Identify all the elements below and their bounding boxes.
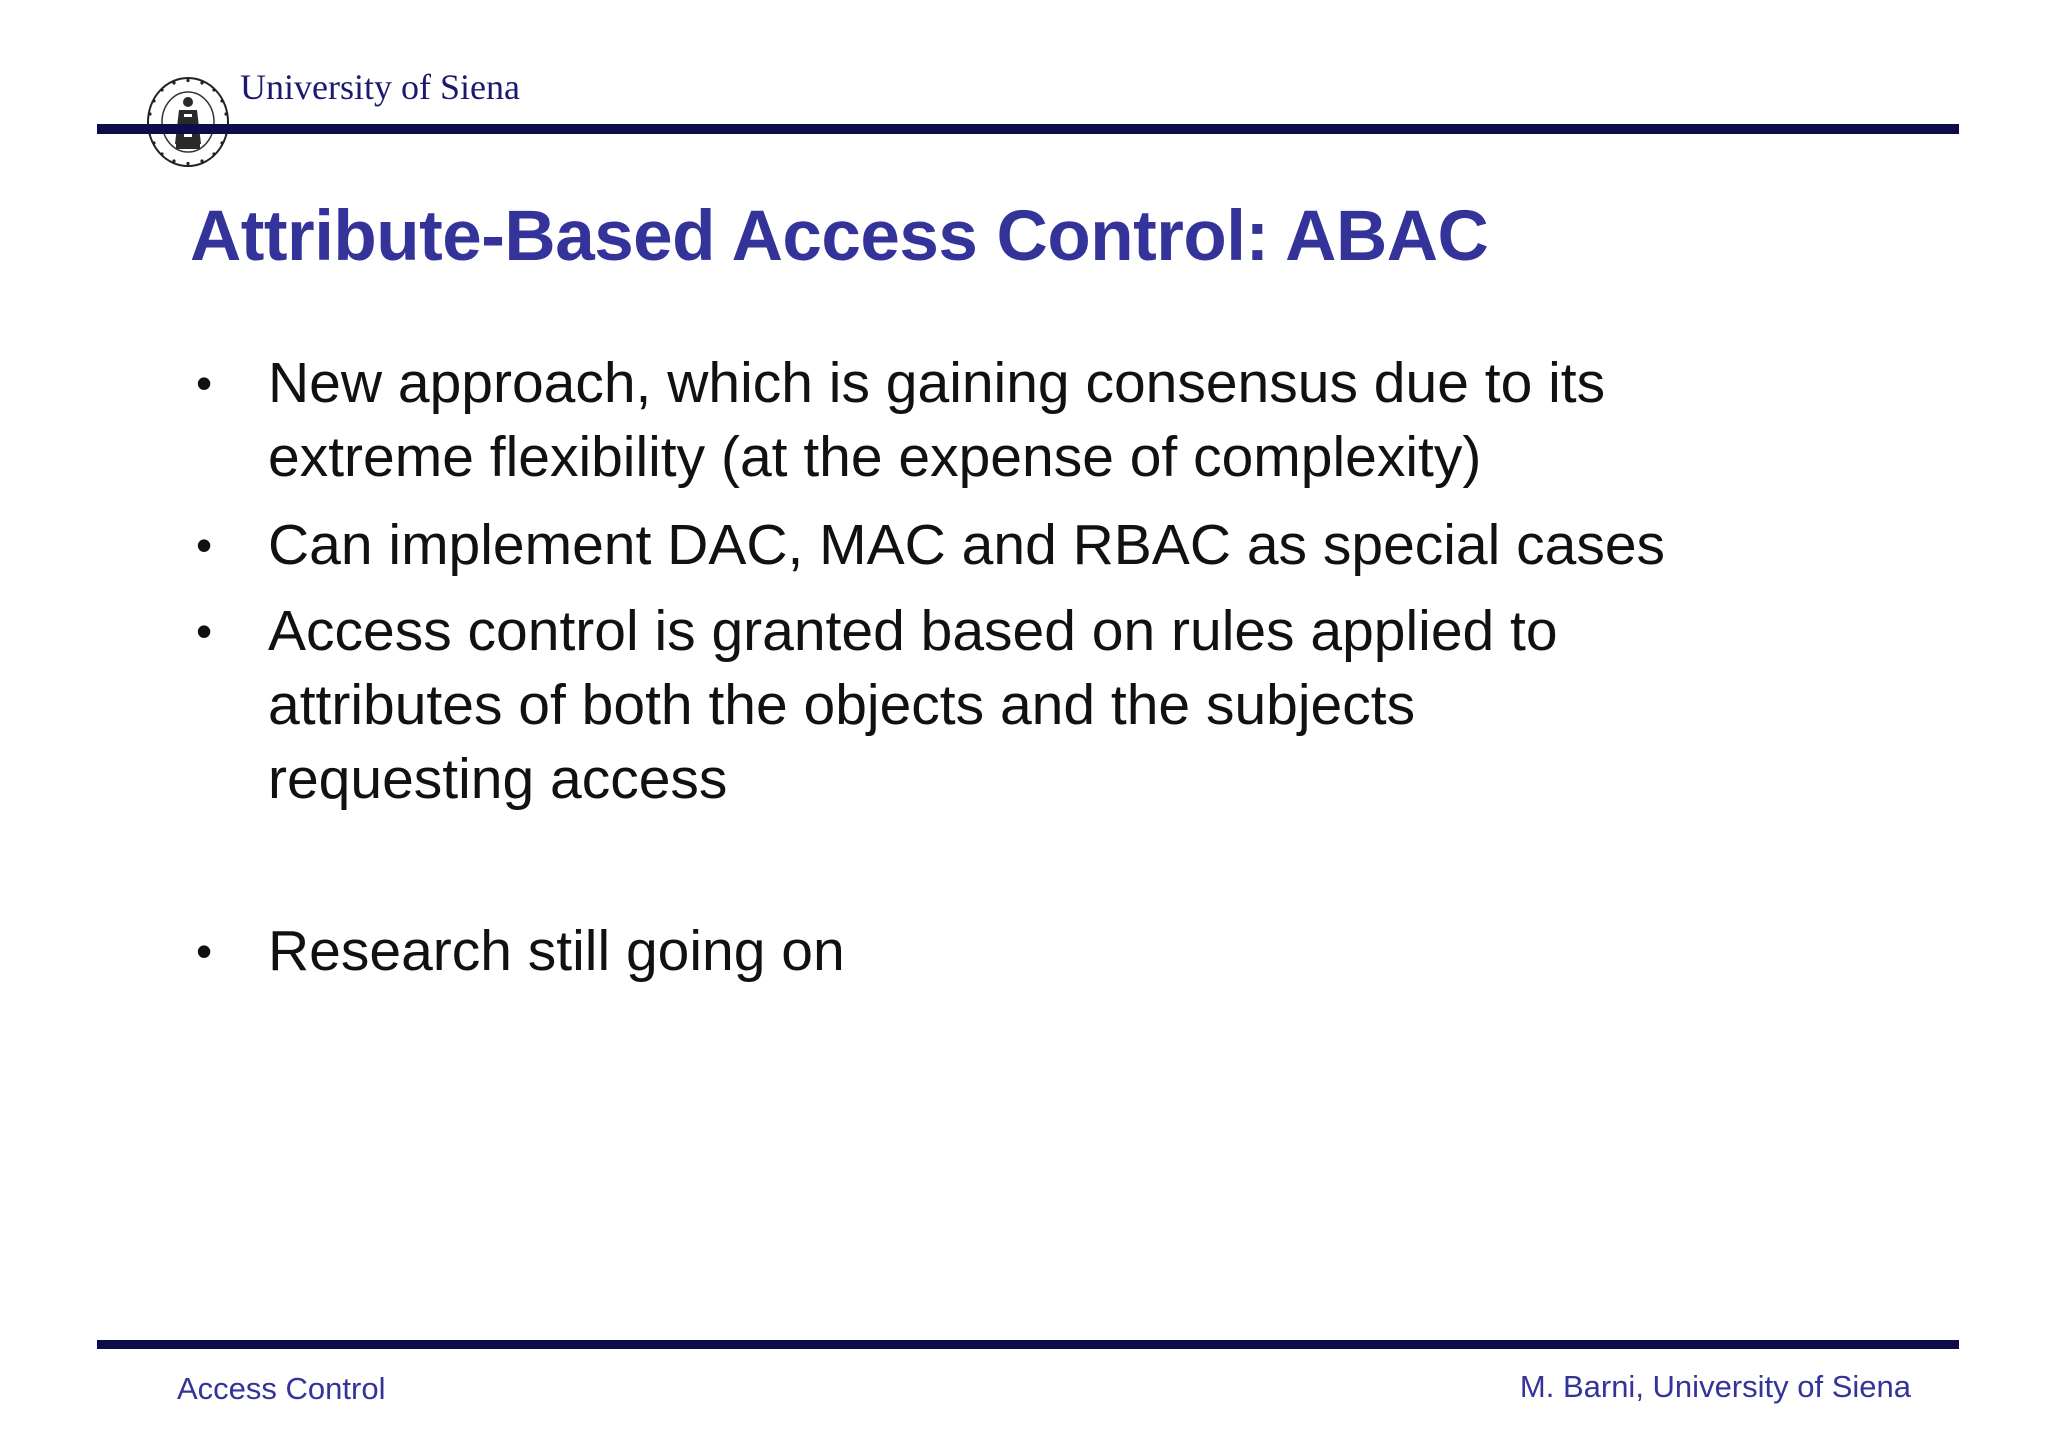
footer-course-title: Access Control bbox=[177, 1371, 386, 1406]
bullet-line: requesting access bbox=[268, 747, 728, 811]
slide-title: Attribute-Based Access Control: ABAC bbox=[190, 197, 1489, 276]
university-name: University of Siena bbox=[240, 67, 520, 107]
footer-divider bbox=[97, 1340, 1959, 1349]
bullet-marker: • bbox=[196, 605, 213, 657]
bullet-line: New approach, which is gaining consensus due to its bbox=[268, 351, 1606, 415]
bullet-marker: • bbox=[196, 925, 213, 977]
bullet-marker: • bbox=[196, 519, 213, 571]
bullet-line: Research still going on bbox=[268, 919, 845, 983]
bullet-marker: • bbox=[196, 357, 213, 409]
bullet-line: extreme flexibility (at the expense of complexity) bbox=[268, 425, 1482, 489]
bullet-item bbox=[190, 914, 1890, 988]
header-divider bbox=[97, 124, 1959, 134]
university-seal-icon bbox=[146, 76, 230, 168]
bullet-list bbox=[190, 346, 1890, 988]
bullet-item bbox=[190, 346, 1890, 494]
bullet-line: Can implement DAC, MAC and RBAC as special cases bbox=[268, 513, 1666, 577]
bullet-item bbox=[190, 508, 1890, 582]
bullet-line: Access control is granted based on rules applied to bbox=[268, 599, 1558, 663]
footer-author: M. Barni, University of Siena bbox=[1519, 1369, 1911, 1404]
bullet-item bbox=[190, 594, 1890, 816]
bullet-line: attributes of both the objects and the subjects bbox=[268, 673, 1416, 737]
